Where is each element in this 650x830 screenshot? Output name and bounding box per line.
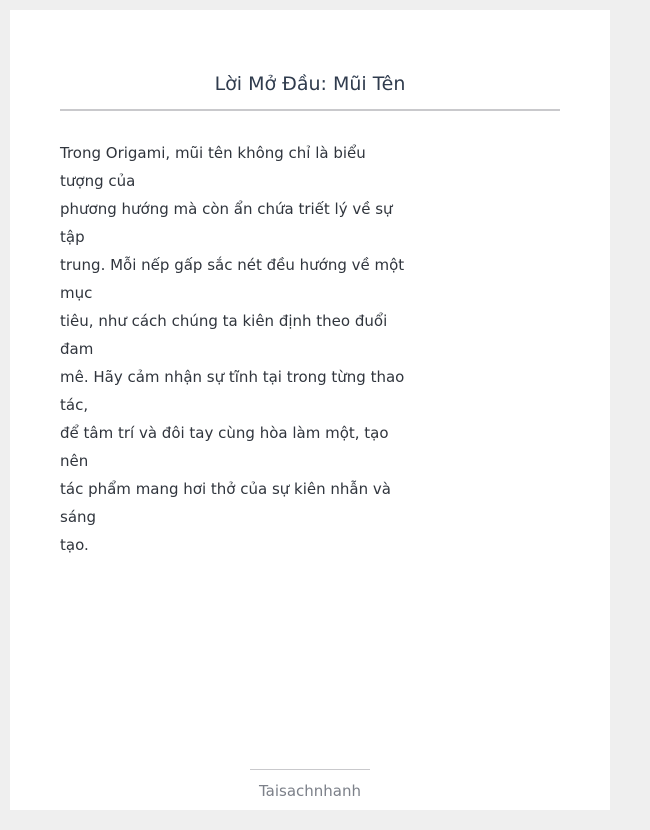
body-line: tập xyxy=(60,228,85,246)
body-line: mê. Hãy cảm nhận sự tĩnh tại trong từng thao xyxy=(60,368,405,386)
body-line: mục xyxy=(60,284,93,302)
body-line: nên xyxy=(60,452,89,470)
body-line: để tâm trí và đôi tay cùng hòa làm một, tạo xyxy=(60,424,389,442)
body-line: tượng của xyxy=(60,172,136,190)
footer-divider xyxy=(250,769,370,770)
body-line: tiêu, như cách chúng ta kiên định theo đuổi xyxy=(60,312,388,330)
body-line: trung. Mỗi nếp gấp sắc nét đều hướng về một xyxy=(60,256,405,274)
body-line: phương hướng mà còn ẩn chứa triết lý về sự xyxy=(60,200,393,218)
body-line: tạo. xyxy=(60,536,89,554)
body-line: sáng xyxy=(60,508,97,526)
body-text xyxy=(60,139,405,559)
body-line: đam xyxy=(60,340,94,358)
footer-publisher: Taisachnhanh xyxy=(258,782,362,800)
page-title: Lời Mở Đầu: Mũi Tên xyxy=(214,73,406,95)
document-page xyxy=(10,10,610,810)
body-line: tác, xyxy=(60,396,89,414)
body-line: tác phẩm mang hơi thở của sự kiên nhẫn và xyxy=(60,480,391,498)
title-divider xyxy=(60,109,560,111)
body-line: Trong Origami, mũi tên không chỉ là biểu xyxy=(60,144,366,162)
